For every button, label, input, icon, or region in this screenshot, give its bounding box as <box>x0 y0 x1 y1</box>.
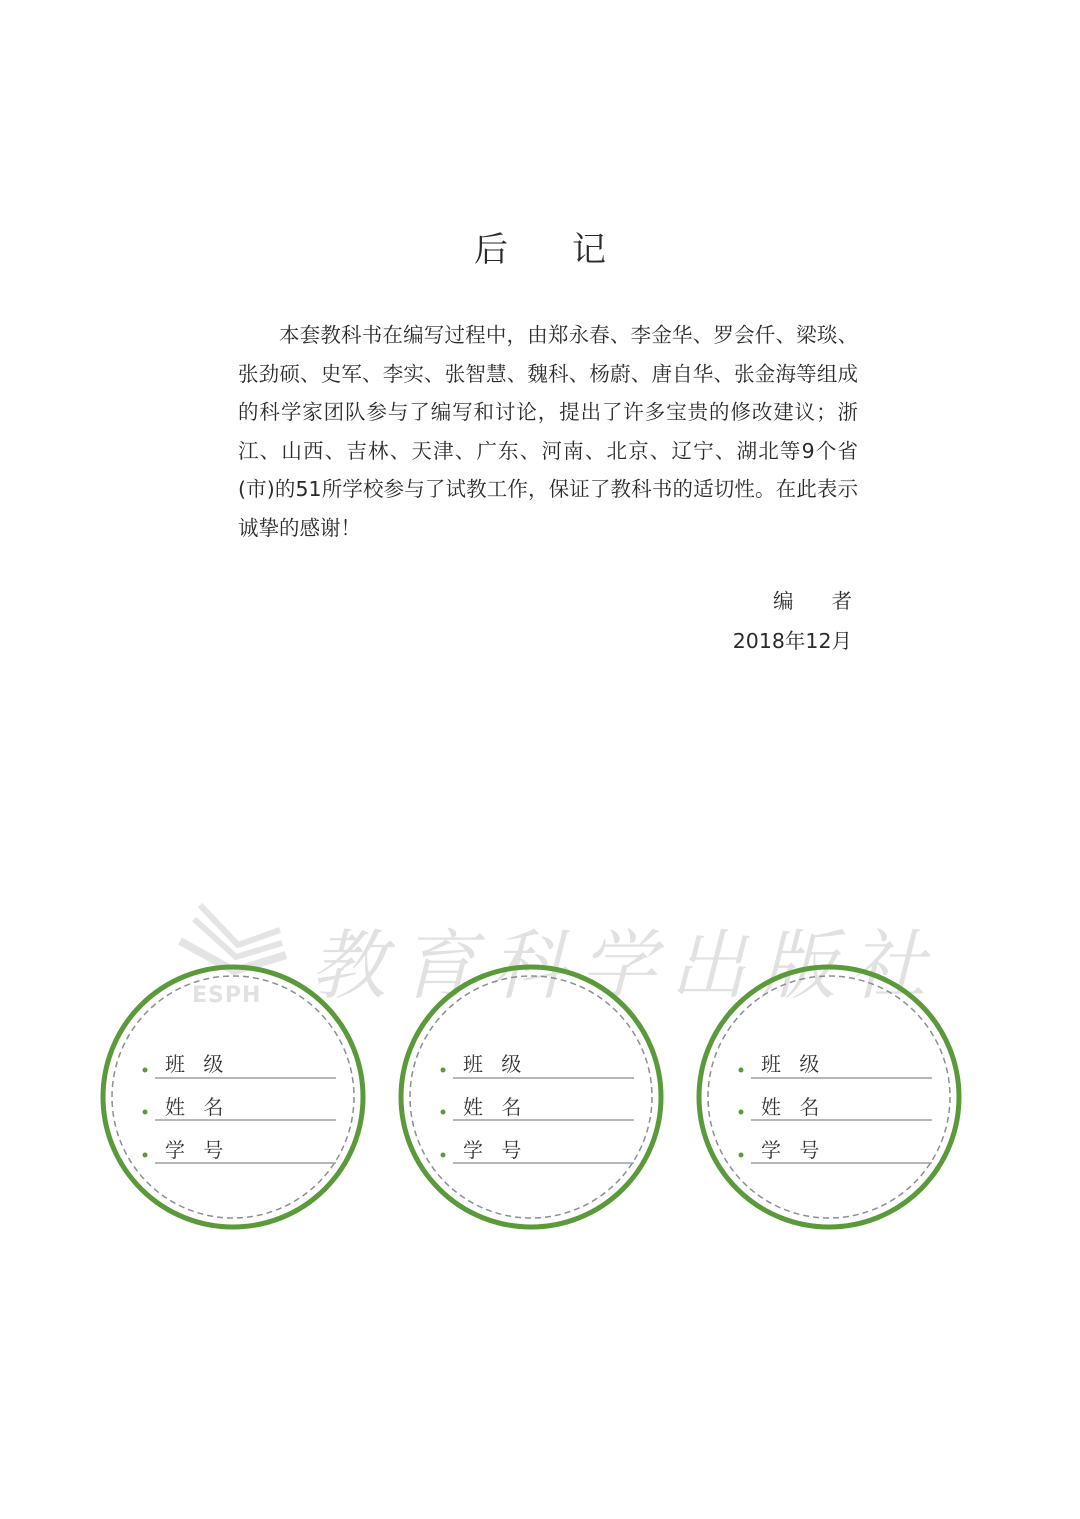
watermark-logo-text: ESPH <box>192 983 262 1008</box>
badge-3-name-label: 姓 名 <box>761 1095 826 1119</box>
signature-block <box>733 584 852 654</box>
title-char-1: 后 <box>474 230 508 270</box>
badge-1-name-label: 姓 名 <box>165 1095 230 1119</box>
watermark-text: 教育科学出版社 <box>310 921 940 1010</box>
title-char-2: 记 <box>572 230 606 270</box>
badge-3-class-label: 班 级 <box>761 1052 826 1076</box>
badge-1-id-label: 学 号 <box>165 1138 230 1162</box>
page-title <box>0 222 1080 271</box>
afterword-paragraph: 本套教科书在编写过程中，由郑永春、李金华、罗会仟、梁琰、张劲硕、史军、李实、张智慧、魏科、杨蔚、唐自华、张金海等组成的科学家团队参与了编写和讨论，提出了许多宝贵的修改建议；浙江、山西、吉林、天津、广东、河南、北京、辽宁、湖北等9个省(市)的51所学校参与了试教工作，保证了教科书的适切性。在此表示诚挚的感谢！ <box>238 323 858 540</box>
editor-label: 编 者 <box>773 589 852 613</box>
badge-3-id-label: 学 号 <box>761 1138 826 1162</box>
badge-1-class-label: 班 级 <box>165 1052 230 1076</box>
badge-2-class-label: 班 级 <box>463 1052 528 1076</box>
badge-2-id-label: 学 号 <box>463 1138 528 1162</box>
publisher-logo-icon <box>170 895 300 985</box>
badge-2-name-label: 姓 名 <box>463 1095 528 1119</box>
publisher-watermark <box>170 895 940 1025</box>
date-label: 2018年12月 <box>732 629 852 653</box>
